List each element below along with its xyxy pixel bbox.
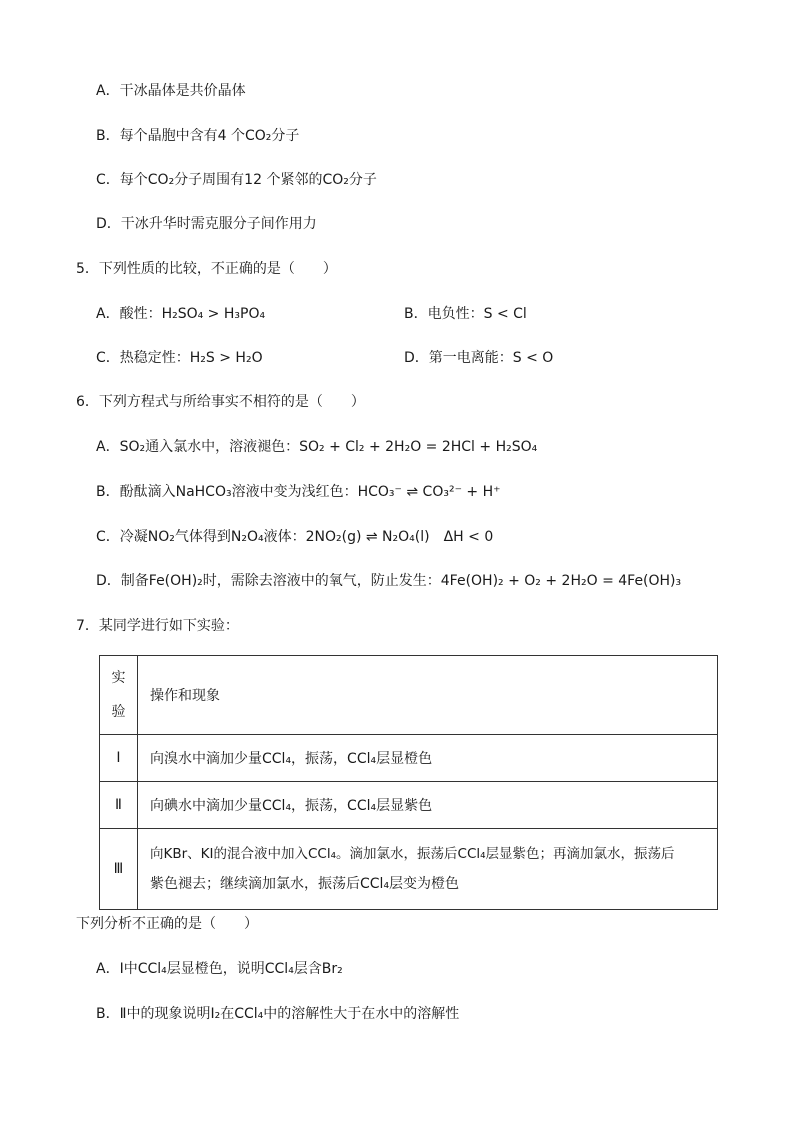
q6-option-b: B．酚酞滴入NaHCO₃溶液中变为浅红色：HCO₃⁻ ⇌ CO₃²⁻ + H⁺	[96, 484, 501, 500]
row-text-line1: 向KBr、KI的混合液中加入CCl₄。滴加氯水，振荡后CCl₄层显紫色；再滴加氯水，振荡后	[150, 846, 675, 862]
q5-option-b: B．电负性：S < Cl	[404, 306, 527, 322]
header-operation-cell	[138, 656, 718, 735]
table-header-row	[100, 656, 718, 735]
row-text-cell: 向碘水中滴加少量CCl₄，振荡，CCl₄层显紫色	[138, 782, 718, 829]
experiment-table	[99, 655, 718, 910]
q5-option-a: A．酸性：H₂SO₄ > H₃PO₄	[96, 306, 266, 322]
table-row	[100, 829, 718, 910]
table-row	[100, 782, 718, 829]
header-operation-label: 操作和现象	[150, 688, 220, 704]
q5-option-d: D．第一电离能：S < O	[404, 350, 554, 366]
q7-option-b: B．Ⅱ中的现象说明I₂在CCl₄中的溶解性大于在水中的溶解性	[96, 1006, 460, 1022]
question-7-sub-stem: 下列分析不正确的是（ ）	[76, 916, 258, 932]
table-row	[100, 735, 718, 782]
q6-option-d: D．制备Fe(OH)₂时，需除去溶液中的氧气，防止发生：4Fe(OH)₂ + O₂ + 2H₂O = 4Fe(OH)₃	[96, 573, 682, 589]
row-text-line2: 紫色褪去；继续滴加氯水，振荡后CCl₄层变为橙色	[150, 876, 460, 892]
row-id-cell: Ⅲ	[100, 829, 138, 910]
question-7-stem: 7．某同学进行如下实验：	[76, 618, 239, 634]
row-text-cell	[138, 829, 718, 910]
q4-option-a: A．干冰晶体是共价晶体	[96, 83, 246, 99]
row-text-cell: 向溴水中滴加少量CCl₄，振荡，CCl₄层显橙色	[138, 735, 718, 782]
row-id-cell: Ⅱ	[100, 782, 138, 829]
q4-option-d: D．干冰升华时需克服分子间作用力	[96, 216, 317, 232]
q4-option-c: C．每个CO₂分子周围有12 个紧邻的CO₂分子	[96, 172, 377, 188]
row-id-cell: Ⅰ	[100, 735, 138, 782]
question-6-stem: 6．下列方程式与所给事实不相符的是（ ）	[76, 394, 365, 410]
header-experiment-line2: 验	[111, 704, 126, 720]
q7-option-a: A．Ⅰ中CCl₄层显橙色，说明CCl₄层含Br₂	[96, 961, 343, 977]
header-experiment-cell	[100, 656, 138, 735]
q6-option-c: C．冷凝NO₂气体得到N₂O₄液体：2NO₂(g) ⇌ N₂O₄(l) ΔH < 0	[96, 529, 494, 545]
header-experiment-line1: 实	[111, 670, 126, 686]
q4-option-b: B．每个晶胞中含有4 个CO₂分子	[96, 128, 300, 144]
question-5-stem: 5．下列性质的比较，不正确的是（ ）	[76, 261, 337, 277]
q6-option-a: A．SO₂通入氯水中，溶液褪色：SO₂ + Cl₂ + 2H₂O = 2HCl + H₂SO₄	[96, 439, 538, 455]
q5-option-c: C．热稳定性：H₂S > H₂O	[96, 350, 263, 366]
